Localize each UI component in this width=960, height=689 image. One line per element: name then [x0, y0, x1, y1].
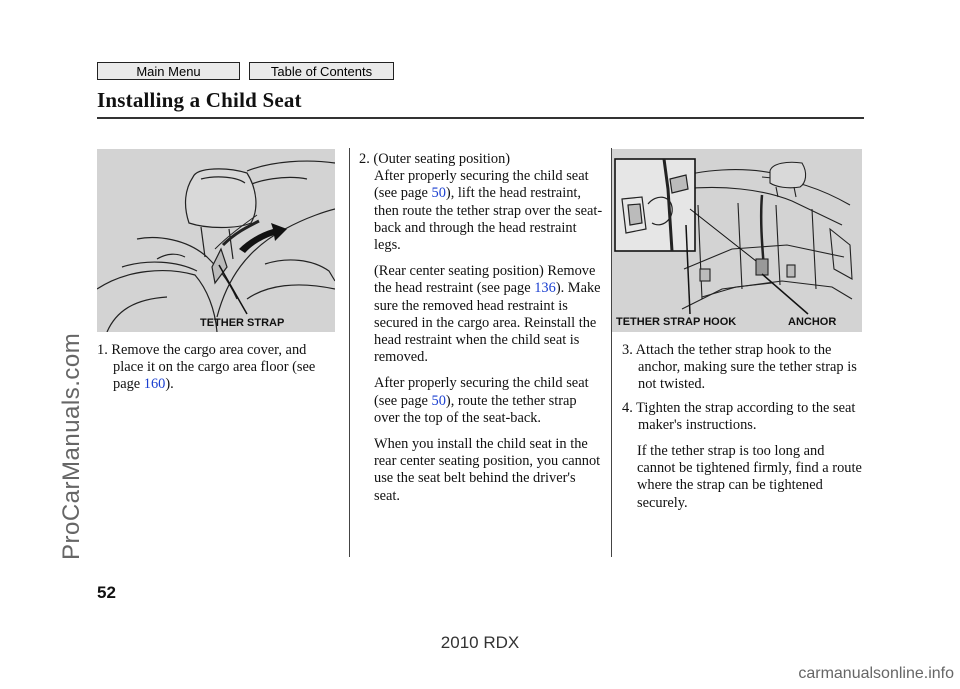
- page-50-link-2[interactable]: 50: [431, 392, 446, 409]
- step-1: [97, 342, 337, 394]
- page-136-link[interactable]: 136: [534, 280, 556, 297]
- step-4-text: Tighten the strap according to the seat maker's instructions.: [636, 399, 856, 433]
- paragraph-center-position: (Rear center seating position) Remove the head restraint (see page 136). Make sure the removed head restraint is secured in the cargo area. Reinstall the head restraint when the child seat is removed.: [374, 263, 601, 366]
- step-3-number: 3.: [622, 342, 633, 358]
- table-of-contents-button[interactable]: Table of Contents: [249, 62, 394, 80]
- step-1-number: 1.: [97, 342, 108, 358]
- anchor-label: ANCHOR: [788, 316, 837, 328]
- page-160-link[interactable]: 160: [143, 376, 166, 393]
- tether-strap-hook-label: TETHER STRAP HOOK: [616, 316, 737, 328]
- step-2-number: 2.: [359, 151, 370, 167]
- cargo-anchor-drawing: [612, 149, 862, 332]
- step-2-heading: (Outer seating position): [373, 151, 511, 167]
- watermark-bottom: carmanualsonline.info: [798, 665, 954, 682]
- section-title: Installing a Child Seat: [97, 88, 302, 112]
- paragraph-outer-position: After properly securing the child seat (see page 50), lift the head restraint, then route the tether strap over the seat-back and through the head restraint legs.: [374, 168, 603, 254]
- step-2: [359, 151, 604, 168]
- column-divider-left: [349, 148, 350, 557]
- column-3: [622, 342, 864, 521]
- head-restraint-drawing: [97, 149, 335, 332]
- tether-strap-label: TETHER STRAP: [200, 317, 285, 329]
- model-footer: 2010 RDX: [440, 633, 520, 652]
- step-1-text: Remove the cargo area cover, and place it on the cargo area floor (see page: [111, 342, 316, 393]
- main-menu-button[interactable]: Main Menu: [97, 62, 240, 80]
- tether-strap-illustration: [97, 149, 335, 332]
- step-4-number: 4.: [622, 399, 633, 416]
- column-2: [359, 151, 604, 514]
- page-number: 52: [97, 583, 116, 602]
- step-4: [622, 400, 864, 434]
- paragraph-center-note: When you install the child seat in the rear center seating position, you cannot use the seat belt behind the driver's seat.: [374, 436, 601, 504]
- step-3-text: Attach the tether strap hook to the anchor, making sure the tether strap is not twisted.: [635, 342, 857, 393]
- paragraph-route-strap: After properly securing the child seat (see page 50), route the tether strap over the top of the seat-back.: [374, 375, 589, 426]
- tether-anchor-illustration: [612, 149, 862, 332]
- page-50-link[interactable]: 50: [431, 185, 446, 202]
- paragraph-strap-too-long: If the tether strap is too long and cannot be tightened firmly, find a route where the strap can be tightened securely.: [637, 443, 862, 511]
- title-divider: [97, 117, 864, 119]
- watermark-left: ProCarManuals.com: [58, 332, 85, 560]
- step-3: [622, 342, 864, 394]
- step-1-text-end: ).: [165, 376, 174, 393]
- column-1: [97, 342, 337, 403]
